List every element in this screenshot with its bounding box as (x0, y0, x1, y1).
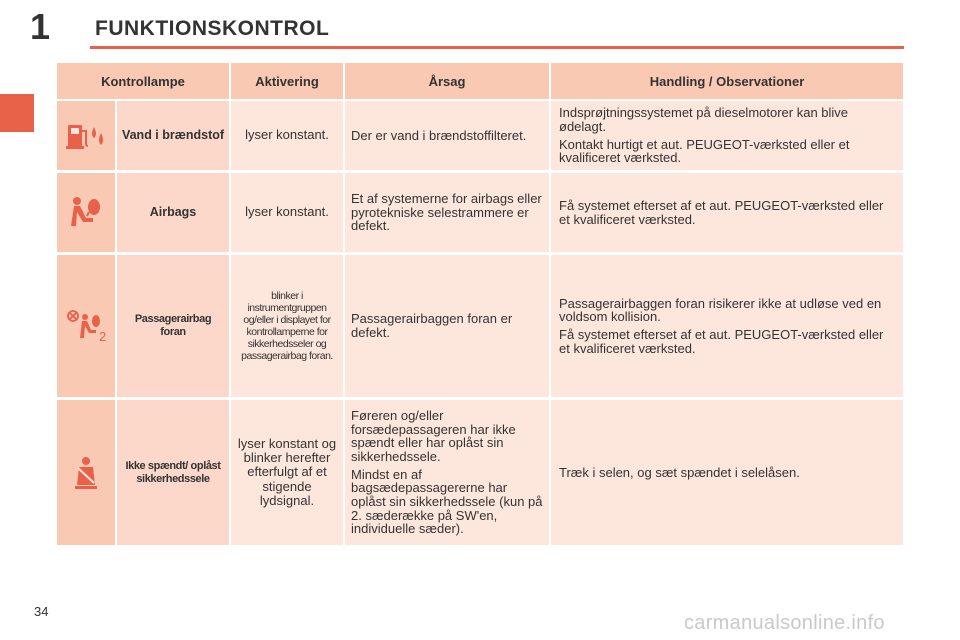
table-header (57, 63, 903, 99)
column-header-lamp: Kontrollampe (57, 63, 229, 99)
lamp-name: Airbags (117, 173, 229, 252)
activation: lyser konstant. (231, 173, 343, 252)
chapter-tab[interactable] (0, 94, 34, 132)
handling: Træk i selen, og sæt spændet i selelåsen. (551, 400, 903, 545)
cause: Et af systemerne for airbags eller pyrotekniske selestrammere er defekt. (345, 173, 549, 252)
lamp-name: Vand i brændstof (117, 101, 229, 170)
table-row (57, 101, 903, 170)
column-header-activation: Aktivering (231, 63, 343, 99)
lamp-name: Passagerairbag foran (117, 255, 229, 397)
seatbelt-icon (57, 400, 115, 545)
airbag-icon (57, 173, 115, 252)
table-row (57, 255, 903, 397)
watermark: carmanualsonline.info (684, 612, 885, 634)
cause: Passagerairbaggen foran er defekt. (345, 255, 549, 397)
handling: Passagerairbaggen foran risikerer ikke at udløse ved en voldsom kollision. Få systemet efterset af et aut. PEUGEOT-værksted eller et kvalificeret værksted. (551, 255, 903, 397)
cause: Føreren og/eller forsædepassageren har ikke spændt eller har oplåst sin sikkerhedssele. Mindst en af bagsædepassagererne har oplåst sin sikkerhedssele (kun på 2. sæderække på SW'en, individuelle sæder). (345, 400, 549, 545)
passenger-airbag-off-icon (57, 255, 115, 397)
column-header-handling: Handling / Observationer (551, 63, 903, 99)
title-divider (90, 46, 904, 49)
activation: blinker i instrumentgruppen og/eller i displayet for kontrollamperne for sikkerhedsseler og passagerairbag foran. (231, 255, 343, 397)
table-row (57, 173, 903, 252)
page-number: 34 (34, 604, 49, 619)
fuel-water-icon (57, 101, 115, 170)
warning-lamp-table (57, 63, 903, 548)
handling: Få systemet efterset af et aut. PEUGEOT-værksted eller et kvalificeret værksted. (551, 173, 903, 252)
svg-text:2: 2 (99, 329, 107, 343)
table-row (57, 400, 903, 545)
chapter-number: 1 (30, 6, 51, 47)
handling: Indsprøjtningssystemet på dieselmotorer kan blive ødelagt. Kontakt hurtigt et aut. PEUGEOT-værksted eller et kvalificeret værksted. (551, 101, 903, 170)
page-title: FUNKTIONSKONTROL (95, 17, 330, 40)
cause: Der er vand i brændstoffilteret. (345, 101, 549, 170)
lamp-name: Ikke spændt/ oplåst sikkerhedssele (117, 400, 229, 545)
column-header-cause: Årsag (345, 63, 549, 99)
activation: lyser konstant. (231, 101, 343, 170)
activation: lyser konstant og blinker herefter efterfulgt af et stigende lydsignal. (231, 400, 343, 545)
